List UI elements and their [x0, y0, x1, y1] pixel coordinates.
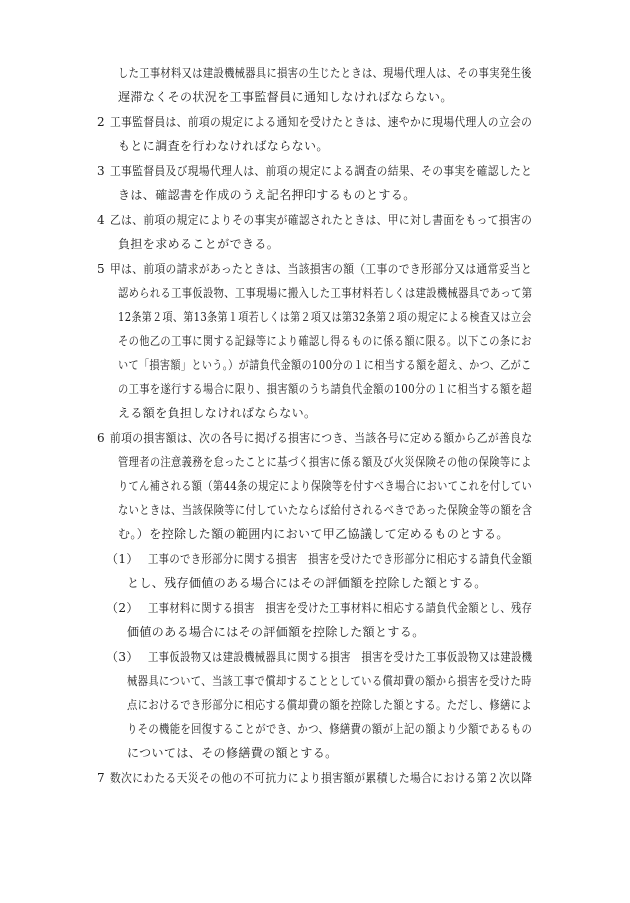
text-line: 価値のある場合にはその評価額を控除した額とする。	[127, 625, 425, 639]
text-line: 認められる工事仮設物、工事現場に搬入した工事材料若しくは建設機械器具であって第	[118, 286, 533, 300]
text-line: 数次にわたる天災その他の不可抗力により損害額が累積した場合における第２次以降	[110, 771, 533, 785]
text-line: む。）を控除した額の範囲内において甲乙協議して定めるものとする。	[118, 527, 509, 541]
text-line: える額を負担しなければならない。	[118, 406, 317, 420]
text-line: 管理者の注意義務を怠ったことに基づく損害に係る額及び火災保険その他の保険等によ	[118, 455, 532, 469]
paragraph-number: 7	[97, 771, 106, 785]
item-label: （1）	[106, 552, 139, 566]
paragraph-number: 5	[97, 262, 106, 276]
text-line: 甲は、前項の請求があったときは、当該損害の額（工事のでき形部分又は通常妥当と	[110, 262, 533, 276]
text-line: ないときは、当該保険等に付していたならば給付されるべきであった保険金等の額を含	[118, 503, 533, 517]
paragraph-number: 6	[97, 431, 106, 445]
text-line: 工事監督員は、前項の規定による通知を受けたときは、速やかに現場代理人の立会の	[110, 115, 533, 129]
text-line: りその機能を回復することができ、かつ、修繕費の額が上記の額より少額であるもの	[127, 722, 533, 736]
paragraph-number: 4	[97, 213, 106, 227]
text-line: 工事のでき形部分に関する損害 損害を受けたでき形部分に相応する請負代金額	[148, 552, 533, 566]
text-line: 前項の損害額は、次の各号に掲げる損害につき、当該各号に定める額から乙が善良な	[110, 431, 533, 445]
text-line: りてん補される額（第44条の規定により保険等を付すべき場合においてこれを付してい	[118, 479, 533, 493]
text-line: の工事を遂行する場合に限り、損害額のうち請負代金額の100分の１に相当する額を超	[118, 382, 532, 396]
paragraph-number: 3	[97, 164, 106, 178]
item-label: （3）	[106, 650, 139, 664]
text-line: 乙は、前項の規定によりその事実が確認されたときは、甲に対し書面をもって損害の	[110, 213, 533, 227]
text-line: 工事材料に関する損害 損害を受けた工事材料に相応する請負代金額とし、残存	[148, 601, 533, 615]
text-line: もとに調査を行わなければならない。	[118, 139, 329, 153]
text-line: については、その修繕費の額とする。	[127, 746, 338, 760]
text-line: 12条第２項、第13条第１項若しくは第２項又は第32条第２項の規定による検査又は立会	[118, 310, 532, 324]
text-line: とし、残存価値のある場合にはその評価額を控除した額とする。	[127, 576, 487, 590]
text-line: 工事監督員及び現場代理人は、前項の規定による調査の結果、その事実を確認したと	[110, 164, 533, 178]
text-line: した工事材料又は建設機械器具に損害の生じたときは、現場代理人は、その事実発生後	[118, 66, 532, 80]
item-label: （2）	[106, 601, 139, 615]
text-line: 遅滞なくその状況を工事監督員に通知しなければならない。	[118, 90, 453, 104]
text-line: いて「損害額」という。）が請負代金額の100分の１に相当する額を超え、かつ、乙がこ	[118, 358, 532, 372]
paragraph-number: 2	[97, 115, 106, 129]
text-line: 械器具について、当該工事で償却することとしている償却費の額から損害を受けた時	[127, 674, 532, 688]
text-line: 工事仮設物又は建設機械器具に関する損害 損害を受けた工事仮設物又は建設機	[148, 650, 533, 664]
text-line: 負担を求めることができる。	[118, 237, 280, 251]
text-line: 点におけるでき形部分に相応する償却費の額を控除した額とする。ただし、修繕によ	[127, 698, 533, 712]
text-line: その他乙の工事に関する記録等により確認し得るものに係る額に限る。以下この条にお	[118, 334, 532, 348]
text-line: きは、確認書を作成のうえ記名押印するものとする。	[118, 188, 416, 202]
